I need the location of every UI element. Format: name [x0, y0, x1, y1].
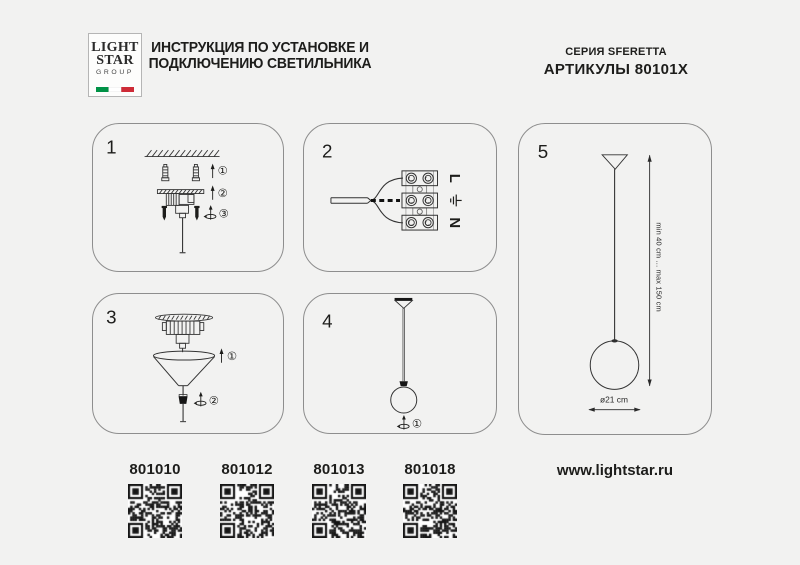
cord-grip	[179, 386, 188, 422]
diagram-step-4	[304, 294, 496, 433]
italy-flag-icon	[89, 79, 141, 97]
svg-text:ø21 cm: ø21 cm	[599, 394, 629, 405]
article-code: 801010	[129, 461, 181, 478]
pendant-wire	[403, 308, 405, 381]
ceiling-cone	[602, 155, 627, 169]
logo-text: LIGHT	[91, 40, 139, 55]
diagram-step-2	[304, 124, 496, 271]
logo-text: STAR	[96, 53, 134, 68]
rotate-symbol	[397, 415, 422, 431]
terminal-label-neutral	[446, 217, 462, 228]
page-title-line-1: ИНСТРУКЦИЯ ПО УСТАНОВКЕ И	[151, 39, 369, 56]
logo-text: GROUP	[96, 69, 134, 76]
panel-step-3	[92, 293, 284, 434]
canopy-cone	[153, 348, 214, 385]
svg-text:N: N	[446, 217, 463, 229]
svg-text:①: ①	[226, 349, 238, 364]
ceiling-cone	[395, 298, 413, 308]
article-code: 801018	[404, 461, 456, 478]
step-arrow-1	[211, 163, 228, 178]
svg-text:②: ②	[208, 393, 219, 408]
svg-text:①: ①	[411, 416, 422, 431]
panel-number: 4	[322, 310, 333, 332]
power-cable	[331, 178, 403, 223]
height-dimension	[648, 155, 664, 387]
article-code: 801012	[221, 461, 273, 478]
articles-label: АРТИКУЛЫ 80101X	[543, 61, 689, 78]
terminal-label-live	[446, 174, 462, 183]
svg-text:min 40 cm ... max 150 cm: min 40 cm ... max 150 cm	[654, 222, 664, 312]
qr-code	[128, 484, 182, 538]
glass-sphere	[391, 387, 417, 413]
rotate-symbol	[203, 205, 228, 221]
panel-step-1	[92, 123, 284, 272]
panel-dimensions	[518, 123, 712, 435]
step-arrow-2	[211, 185, 228, 200]
page-title	[121, 40, 400, 71]
series-label: СЕРИЯ SFERETTA	[565, 46, 667, 58]
panel-number: 2	[322, 140, 333, 162]
diagram-step-3	[93, 294, 283, 433]
article-code: 801013	[313, 461, 365, 478]
svg-text:③: ③	[218, 206, 229, 221]
panel-step-4	[303, 293, 497, 434]
mounting-bracket	[155, 314, 212, 348]
diagram-step-1	[93, 124, 283, 271]
website-label: www.lightstar.ru	[556, 462, 674, 479]
diagram-dimensions	[519, 124, 711, 434]
step-arrow-1	[220, 348, 238, 363]
panel-number: 3	[106, 306, 117, 328]
suspension-cable	[180, 218, 186, 253]
lamp-holder	[400, 381, 408, 386]
panel-step-2	[303, 123, 497, 272]
earth-symbol-icon	[451, 195, 462, 207]
svg-text:①: ①	[217, 163, 228, 178]
svg-text:L: L	[446, 173, 463, 183]
qr-code	[403, 484, 457, 538]
qr-code	[312, 484, 366, 538]
panel-number: 1	[106, 136, 117, 158]
ceiling-hatch-icon	[145, 150, 220, 156]
diameter-dimension	[588, 395, 640, 412]
qr-code	[220, 484, 274, 538]
rotate-symbol	[194, 392, 219, 408]
panel-number: 5	[537, 141, 549, 163]
glass-sphere	[590, 341, 638, 389]
wall-plug-icon	[162, 164, 200, 180]
terminal-block	[402, 171, 438, 230]
svg-text:②: ②	[217, 186, 228, 201]
page-title-line-2: ПОДКЛЮЧЕНИЮ СВЕТИЛЬНИКА	[148, 54, 372, 72]
